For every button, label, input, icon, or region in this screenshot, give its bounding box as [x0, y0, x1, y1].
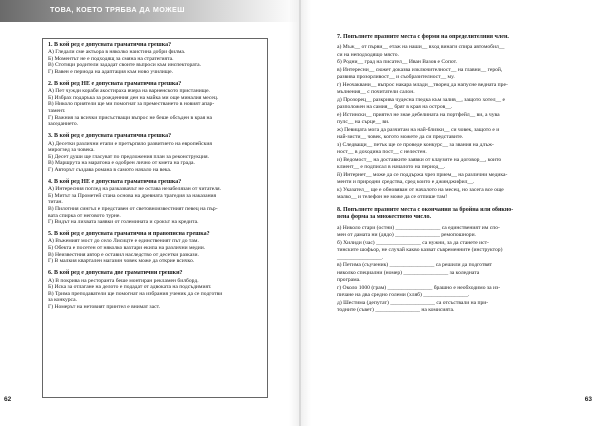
exercise-line: менти и природни средства, сред които е джинджифил__. [337, 179, 475, 186]
answer-option: А) В покрива на ресторанта беше монтиран рекламен билборд. [48, 277, 199, 284]
exercise-line: й) Интернет__ може да се поддържа чрез прием__ на различни медика- [337, 171, 508, 178]
answer-option: А) Гледали сме актьора в няколко наистина добри филма. [48, 49, 186, 56]
left-page [0, 0, 299, 426]
task-7-lines [337, 44, 579, 202]
chapter-header-band [0, 0, 299, 22]
answer-option: В) Маршрута на маратона е одобрен лично от кмета на града. [48, 160, 195, 167]
answer-option: вата спирка от неговото турне. [48, 212, 121, 219]
question-block [48, 42, 262, 76]
exercises-column [337, 34, 579, 315]
exercise-line: пулс__ на сърце__ ви. [337, 119, 390, 126]
answer-option: Б) Моментът не е подходящ за смяна на стратегията. [48, 55, 174, 62]
answer-option: В) Николо приятели ще ми помогнат за преместването в новият апар- [48, 101, 215, 108]
question-block [48, 179, 262, 226]
answer-option: Г) В малкия квартален магазин човек може да открие всичко. [48, 258, 195, 265]
gutter-shadow-left [289, 0, 299, 426]
exercise-line: в) Интересни__ сюжет доказва изключителност__ на главни__ герой, [337, 66, 503, 73]
answer-option: Г) Авторът създава романа в самото начало на века. [48, 166, 172, 173]
answer-option: В) Неизвестния автор е оставил наследство от десетки разкази. [48, 251, 199, 258]
exercise-line: д) Прозорец__ разкрива чудесна гледка към залив__, защото хотел__ е [337, 96, 505, 103]
exercise-line: малко__ и телефон не може да се отпише там! [337, 194, 448, 201]
task-8-title [337, 207, 579, 222]
exercise-line: г) Около 1000 (грам) ________________ брашно е необходимо за из- [337, 284, 501, 291]
exercise-line: най-зисти__ човек, когото можете да си представите. [337, 134, 464, 141]
answer-option: В) Стотици родители зададат своите въпроси към инспектората. [48, 62, 202, 69]
exercise-line: ________________. [337, 254, 384, 261]
exercise-line: мен от дамата ни (дядо) ________________ ремопошнори. [337, 232, 476, 239]
right-page [301, 0, 600, 426]
task-8-title-line1: 8. Попълнете празните места с окончания за бройна или обикно- [337, 206, 514, 213]
exercise-line: клиент__ е подписал в началото на период__. [337, 164, 446, 171]
exercise-line: развива прозорливост__ и съобразителност__ му. [337, 74, 455, 81]
answer-option: В) Трима преподаватели ще помогнат на избрания ученик да се подготви [48, 290, 223, 297]
answer-option: Г) Вавен е периода на адаптация към ново училище. [48, 68, 173, 75]
answer-option: Б) Обекта е посетен от няколко вахтари екипа на различни медии. [48, 245, 206, 252]
answer-option: тамент. [48, 108, 66, 115]
task-7-title: 7. Попълнете празните места с форми на определителния член. [337, 34, 509, 40]
exercise-line: ж) Певицата мога да разчитам на най-близки__ си човек, защото е и [337, 126, 500, 133]
answer-option: В) Пилотния сингъл е представен от световноизвестният певец на пър- [48, 206, 218, 212]
answer-option: титан. [48, 199, 63, 206]
task-8-lines [337, 225, 579, 315]
exercise-line: мълнения__ с почитатели салон. [337, 89, 415, 96]
question-block [48, 270, 262, 310]
exercise-line: разположен на самия__ бряг в края на остров__. [337, 104, 453, 111]
answer-option: заседанието. [48, 121, 79, 128]
answer-option: Г) Видът на лихвата заявки от големината и срокът на кредита. [48, 219, 199, 226]
questions-box [42, 38, 268, 398]
exercise-line: тодните (съвет) ________________ на комисията. [337, 307, 455, 314]
question-title: 4. В кой ред НЕ е допусната граматична грешка? [48, 179, 182, 186]
answer-option: Г) Номерът на нетовият принтел е внимат заст. [48, 303, 161, 310]
question-title: 5. В кой ред е допусната граматична и правописна грешка? [48, 231, 210, 238]
exercise-line: з) Следващи__ петък ще се проведе конкурс__ за звания на длъж- [337, 141, 494, 148]
exercise-line: а) Николо стари (остни) ________________ са единственият им спо- [337, 224, 500, 231]
question-title: 1. В кой ред е допусната граматична грешка? [48, 42, 172, 48]
answer-option: А) Въжемият мост до село Лисицте е единственият път до там. [48, 238, 199, 245]
exercise-line: и) Ведомост__ на доставките заявки от клаузите на договор__, които [337, 156, 502, 163]
answer-option: Г) Важния за всички присъстващи въпрос не беше обсъден в края на [48, 114, 213, 121]
exercise-line: б) Хилиди (час) ________________ са нужни, за да станете ист- [337, 239, 489, 246]
exercise-line: пичане на два средно големи (хляб) ________________. [337, 292, 470, 299]
exercise-line: няколко специални (номер) ________________ за коледната [337, 269, 480, 276]
answer-option: за конкурса. [48, 297, 77, 304]
answer-option: Б) Десет души ще гласуват по предложения план за реконструкция. [48, 153, 209, 160]
exercise-line: г) Неочаквани__ въпрос накара млади__творец да напусне ведната пре- [337, 81, 508, 88]
exercise-line: програма. [337, 277, 361, 284]
question-title: 6. В кой ред е допусната две граматични грешки? [48, 270, 183, 277]
exercise-line: в) Петима (съученик) ________________ са решили да подготвят [337, 262, 492, 269]
answer-option: А) Пет чужди кораби акостираха вчера на варненското пристанище. [48, 88, 210, 95]
exercise-line: д) Шестима (депутат) ________________ са отсъствали на при- [337, 299, 489, 306]
page-number-left: 62 [4, 396, 12, 403]
exercise-line: к) Указател__ ще е обновяван от началото на месец, но засега все още [337, 186, 504, 193]
exercise-line: ност__ в доходина пост__ с нелестен. [337, 149, 427, 156]
page-number-right: 63 [584, 396, 592, 403]
exercise-line: а) Мъж__ от първи__ етаж на наши__ вход винаги спира автомобил__ [337, 44, 505, 51]
answer-option: Б) Избрах подаръка за рожденния ден на майка ми още миналия месец. [48, 94, 219, 101]
answer-option: Б) Митът за Прометей стана основа на древната трагедия за наказания [48, 192, 217, 199]
answer-option: Б) Иска за отлагане на делото е подадат от адвоката на подсъдимият. [48, 284, 212, 291]
question-block [48, 81, 262, 128]
exercise-line: б) Родни__ град на писател__ Иван Вазов е Сопот. [337, 59, 458, 66]
answer-option: А) Интересния поглед на разказвачът не остава незабелязан от читателя. [48, 186, 222, 193]
question-block [48, 231, 262, 265]
question-title: 2. В кой ред НЕ е допусната граматична грешка? [48, 81, 182, 88]
exercise-line: си на неподходящо място. [337, 51, 400, 58]
task-8-title-line2: вена форма за множествено число. [337, 214, 431, 221]
gutter-shadow-right [301, 0, 311, 426]
question-title: 3. В кой ред е допусната граматична грешка? [48, 133, 172, 140]
answer-option: мирогзед за човека. [48, 147, 95, 154]
exercise-line: е) Истински__ приятел не знае дебелината на портфейл__ ви, а чува [337, 111, 500, 118]
question-block [48, 133, 262, 173]
answer-option: А) Десетки различни етапи е претърпяло развитието на европейския [48, 140, 212, 147]
exercise-line: тинските шофьор, не случай каквo казват съвременните (инструктор) [337, 247, 503, 254]
chapter-title: ТОВА, КОЕТО ТРЯБВА ДА МОЖЕШ [50, 5, 185, 14]
